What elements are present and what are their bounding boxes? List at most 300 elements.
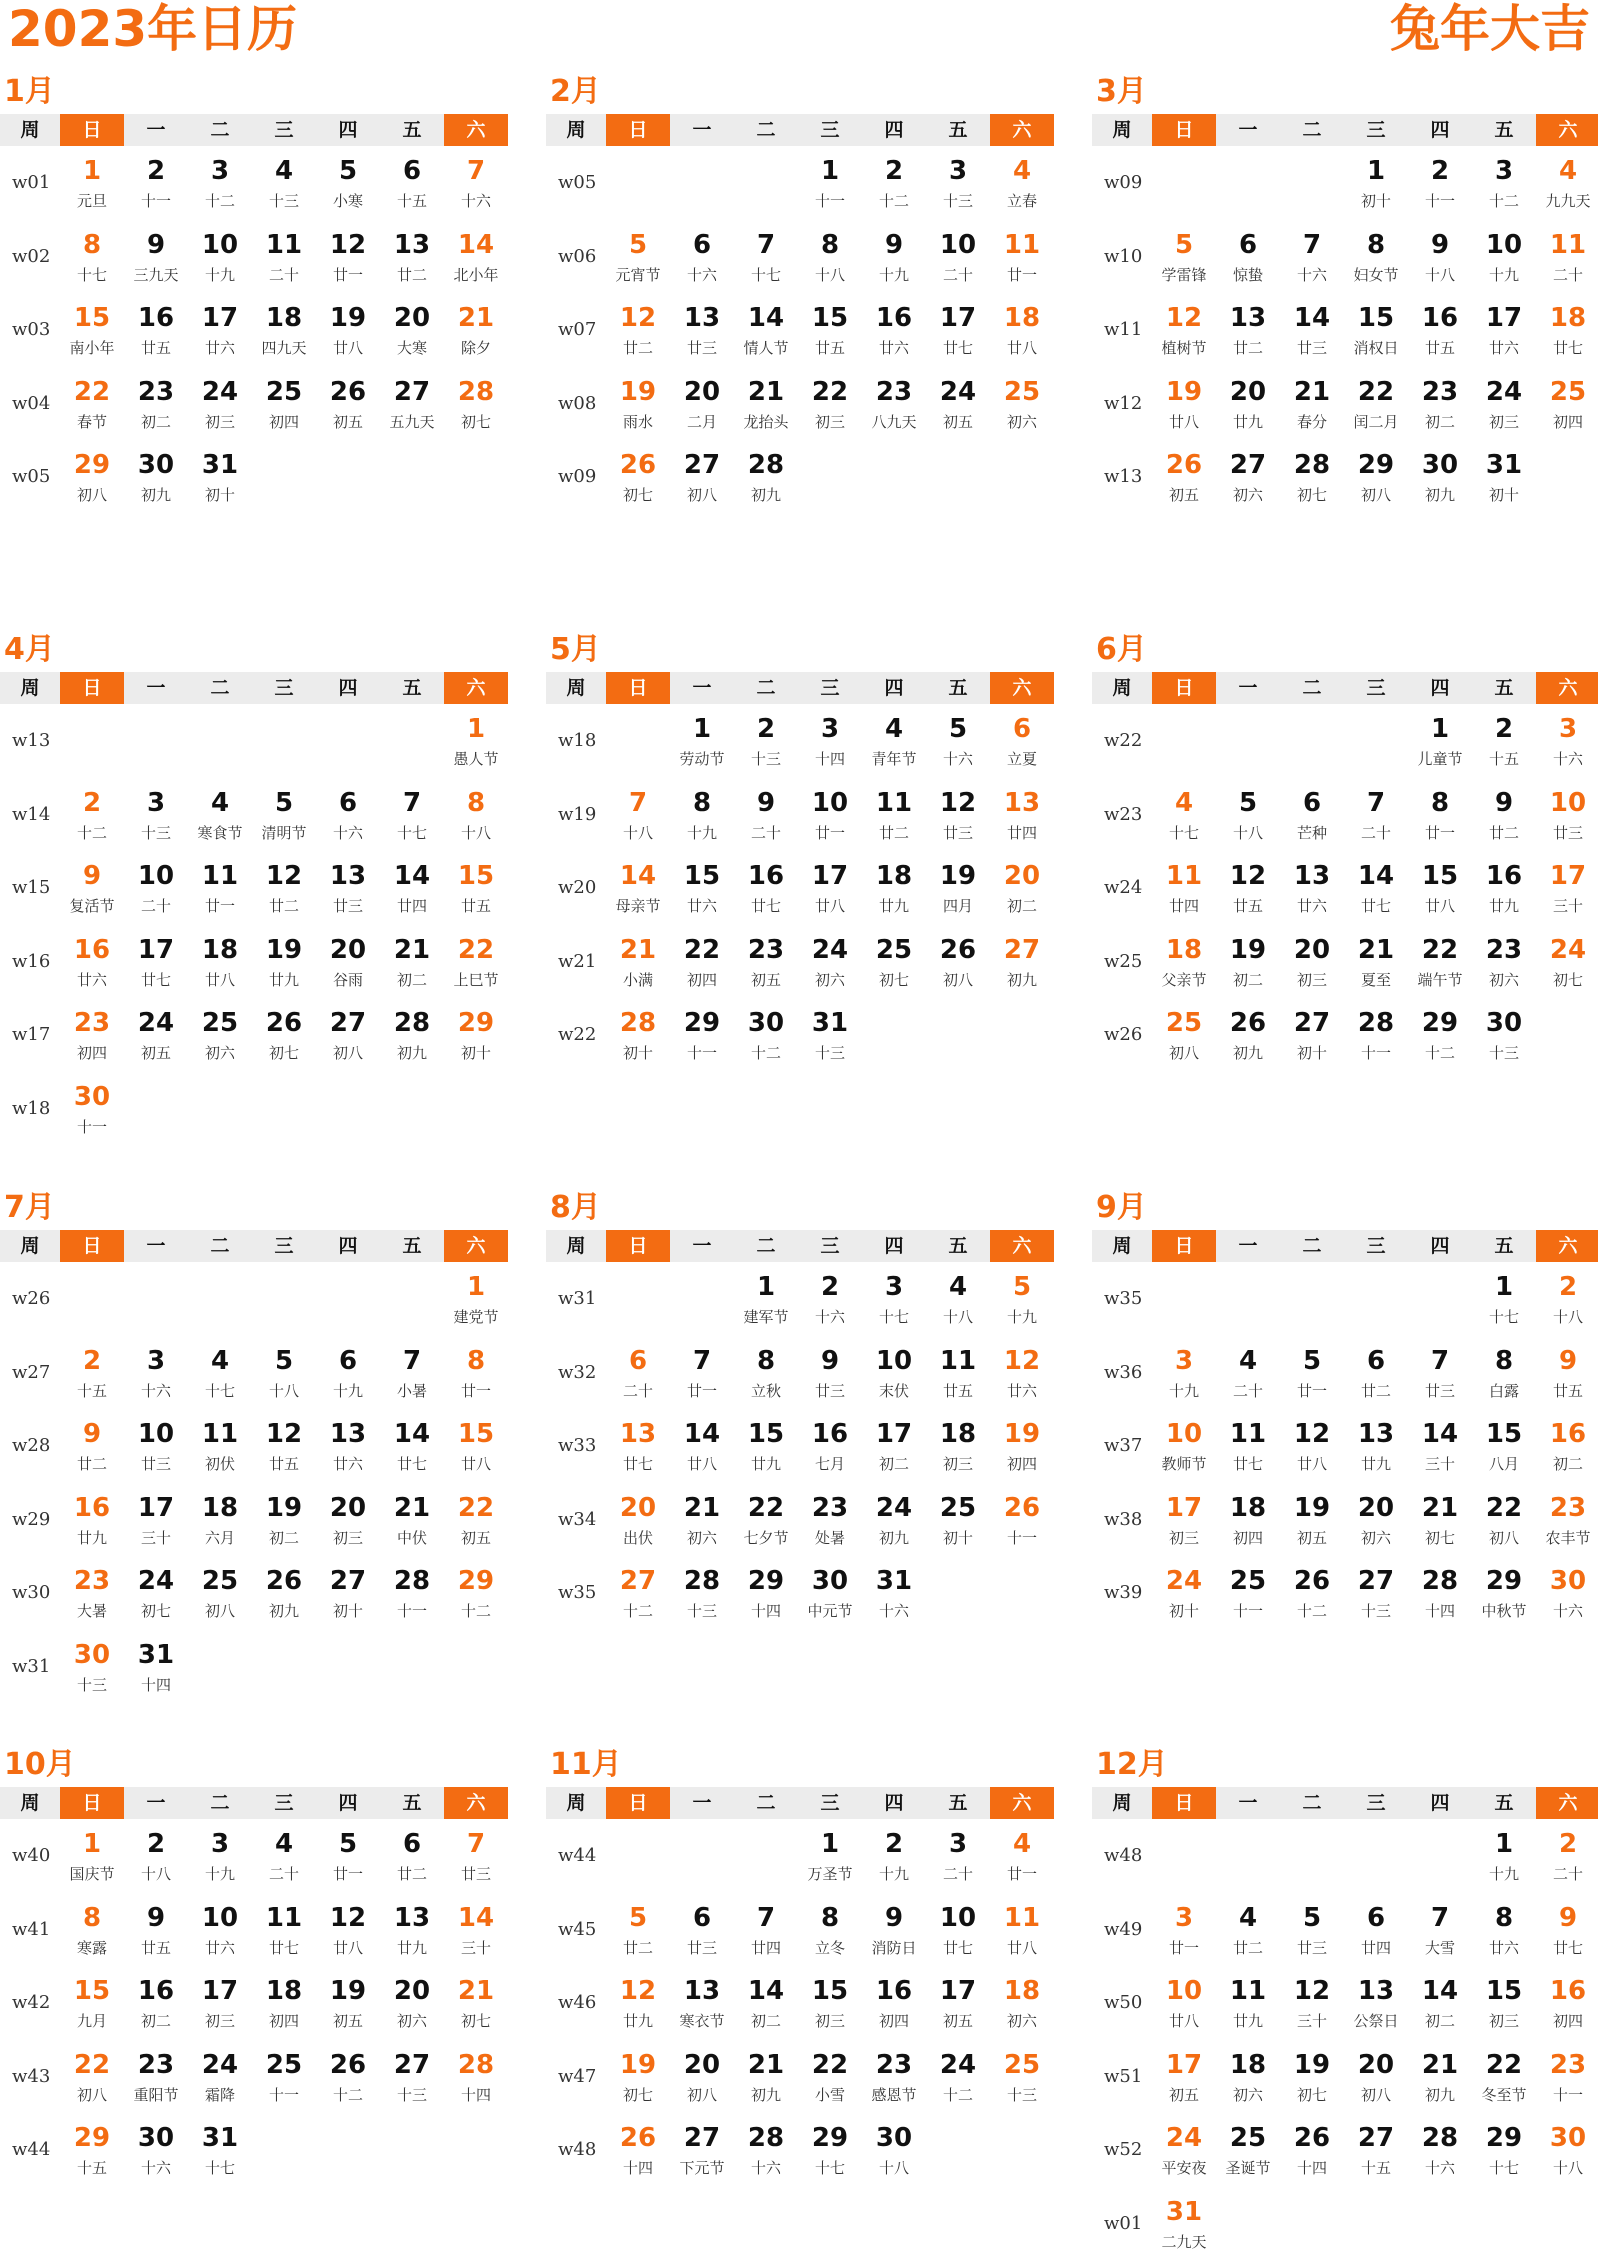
lunar-date: 十二 <box>606 1600 670 1622</box>
day-number: 22 <box>670 935 734 965</box>
weekday-header-cell: 三 <box>252 672 316 704</box>
day-cell <box>124 1966 188 2040</box>
lunar-date: 十二 <box>862 190 926 212</box>
day-number: 22 <box>1472 1493 1536 1523</box>
day-cell <box>734 1336 798 1410</box>
day-number: 10 <box>862 1346 926 1376</box>
lunar-date: 元旦 <box>60 190 124 212</box>
day-number: 25 <box>926 1493 990 1523</box>
week-number: w32 <box>546 1336 606 1410</box>
weekday-header-cell: 六 <box>1536 114 1598 146</box>
day-number: 19 <box>316 1976 380 2006</box>
day-number: 3 <box>188 156 252 186</box>
weekday-header-cell: 三 <box>1344 1230 1408 1262</box>
day-cell <box>1216 2113 1280 2187</box>
lunar-date: 十一 <box>1536 2084 1598 2106</box>
day-cell <box>60 998 124 1072</box>
day-number: 14 <box>734 303 798 333</box>
lunar-date: 立春 <box>990 190 1054 212</box>
day-number: 16 <box>1536 1419 1598 1449</box>
lunar-date: 十三 <box>1344 1600 1408 1622</box>
day-cell <box>1472 1966 1536 2040</box>
day-cell <box>1536 704 1598 778</box>
day-number: 4 <box>926 1272 990 1302</box>
day-cell <box>188 2040 252 2114</box>
lunar-date: 六月 <box>188 1527 252 1549</box>
weekday-header-cell: 一 <box>1216 1230 1280 1262</box>
lunar-date: 廿六 <box>862 337 926 359</box>
day-number: 26 <box>990 1493 1054 1523</box>
day-number: 19 <box>926 861 990 891</box>
day-cell <box>316 2040 380 2114</box>
day-cell <box>124 778 188 852</box>
week-row <box>546 851 1058 925</box>
day-number: 2 <box>124 1829 188 1859</box>
lunar-date: 十一 <box>1344 1042 1408 1064</box>
week-number: w28 <box>0 1409 60 1483</box>
day-cell <box>124 925 188 999</box>
day-cell <box>316 778 380 852</box>
week-column-header: 周 <box>546 1787 606 1819</box>
weekday-header-cell: 四 <box>1408 672 1472 704</box>
week-number: w52 <box>1092 2113 1152 2187</box>
lunar-date: 建军节 <box>734 1306 798 1328</box>
lunar-date: 三十 <box>1536 895 1598 917</box>
lunar-date: 春分 <box>1280 411 1344 433</box>
lunar-date: 初二 <box>862 1453 926 1475</box>
day-cell <box>1408 704 1472 778</box>
lunar-date: 廿七 <box>926 337 990 359</box>
lunar-date: 廿五 <box>1216 895 1280 917</box>
empty-day-cell <box>1536 2187 1598 2260</box>
lunar-date: 初三 <box>1280 969 1344 991</box>
lunar-date: 初七 <box>1280 2084 1344 2106</box>
week-row <box>0 1893 512 1967</box>
day-cell <box>1152 1966 1216 2040</box>
day-number: 18 <box>990 303 1054 333</box>
day-cell <box>1280 1966 1344 2040</box>
day-cell <box>862 1409 926 1483</box>
day-cell <box>606 1966 670 2040</box>
day-cell <box>188 925 252 999</box>
lunar-date: 初五 <box>1152 484 1216 506</box>
week-number: w34 <box>546 1483 606 1557</box>
lunar-date: 农丰节 <box>1536 1527 1598 1549</box>
day-number: 19 <box>606 377 670 407</box>
day-number: 9 <box>124 230 188 260</box>
day-number: 28 <box>734 450 798 480</box>
day-number: 15 <box>1472 1976 1536 2006</box>
day-cell <box>1344 1556 1408 1630</box>
day-number: 29 <box>1472 1566 1536 1596</box>
day-number: 16 <box>60 935 124 965</box>
lunar-date: 十二 <box>1408 1042 1472 1064</box>
weekday-header-cell: 二 <box>734 114 798 146</box>
lunar-date: 青年节 <box>862 748 926 770</box>
week-number: w01 <box>1092 2187 1152 2260</box>
day-cell <box>316 1966 380 2040</box>
day-number: 19 <box>1152 377 1216 407</box>
weekday-header-cell: 三 <box>798 114 862 146</box>
day-number: 19 <box>1280 2050 1344 2080</box>
lunar-date: 廿一 <box>1280 1380 1344 1402</box>
day-number: 22 <box>1408 935 1472 965</box>
day-number: 8 <box>1472 1346 1536 1376</box>
lunar-date: 十六 <box>124 2157 188 2179</box>
day-number: 30 <box>734 1008 798 1038</box>
day-cell <box>990 778 1054 852</box>
weekday-header-cell: 日 <box>60 672 124 704</box>
day-number: 23 <box>60 1008 124 1038</box>
lunar-date: 九月 <box>60 2010 124 2032</box>
day-cell <box>316 1409 380 1483</box>
day-number: 31 <box>188 2123 252 2153</box>
lunar-date: 十六 <box>1280 264 1344 286</box>
day-number: 28 <box>670 1566 734 1596</box>
day-number: 13 <box>670 303 734 333</box>
lunar-date: 冬至节 <box>1472 2084 1536 2106</box>
week-row <box>0 925 512 999</box>
day-number: 17 <box>798 861 862 891</box>
lunar-date: 廿二 <box>252 895 316 917</box>
day-cell <box>1152 2040 1216 2114</box>
day-cell <box>380 1819 444 1893</box>
day-number: 10 <box>926 230 990 260</box>
day-cell <box>316 851 380 925</box>
empty-day-cell <box>252 440 316 514</box>
day-cell <box>316 1556 380 1630</box>
week-row <box>546 1483 1058 1557</box>
day-number: 5 <box>606 230 670 260</box>
lunar-date: 廿九 <box>1472 895 1536 917</box>
weekday-header-cell: 五 <box>1472 114 1536 146</box>
day-number: 6 <box>606 1346 670 1376</box>
week-number: w38 <box>1092 1483 1152 1557</box>
lunar-date: 九九天 <box>1536 190 1598 212</box>
day-number: 23 <box>734 935 798 965</box>
day-number: 29 <box>60 2123 124 2153</box>
day-cell <box>1216 440 1280 514</box>
day-number: 6 <box>316 1346 380 1376</box>
day-number: 19 <box>606 2050 670 2080</box>
lunar-date: 廿六 <box>1280 895 1344 917</box>
day-number: 12 <box>606 303 670 333</box>
day-cell <box>1536 925 1598 999</box>
day-cell <box>1472 1556 1536 1630</box>
day-cell <box>670 367 734 441</box>
lunar-date: 十三 <box>1472 1042 1536 1064</box>
weekday-header-cell: 六 <box>444 672 508 704</box>
lunar-date: 三十 <box>1280 2010 1344 2032</box>
lunar-date: 廿八 <box>1152 411 1216 433</box>
day-number: 4 <box>188 1346 252 1376</box>
day-cell <box>606 1556 670 1630</box>
weekday-header-cell: 三 <box>252 1787 316 1819</box>
day-cell <box>1472 220 1536 294</box>
weekday-header-cell: 六 <box>444 1230 508 1262</box>
day-cell <box>606 367 670 441</box>
week-number: w11 <box>1092 293 1152 367</box>
day-cell <box>1344 146 1408 220</box>
day-number: 8 <box>444 788 508 818</box>
lunar-date: 廿九 <box>380 1937 444 1959</box>
week-number: w33 <box>546 1409 606 1483</box>
weekday-header-cell: 一 <box>1216 1787 1280 1819</box>
lunar-date: 万圣节 <box>798 1863 862 1885</box>
lunar-date: 十三 <box>252 190 316 212</box>
lunar-date: 初六 <box>798 969 862 991</box>
day-cell <box>862 1483 926 1557</box>
day-cell <box>734 1483 798 1557</box>
day-cell <box>1408 778 1472 852</box>
day-number: 21 <box>1408 2050 1472 2080</box>
day-number: 27 <box>990 935 1054 965</box>
weekday-header-cell: 日 <box>60 1787 124 1819</box>
lunar-date: 十九 <box>1472 264 1536 286</box>
month-block <box>546 72 1058 514</box>
empty-day-cell <box>188 1072 252 1146</box>
empty-day-cell <box>252 1262 316 1336</box>
day-number: 1 <box>670 714 734 744</box>
day-cell <box>316 925 380 999</box>
day-cell <box>606 2040 670 2114</box>
lunar-date: 重阳节 <box>124 2084 188 2106</box>
lunar-date: 廿六 <box>60 969 124 991</box>
day-number: 13 <box>606 1419 670 1449</box>
day-cell <box>606 1893 670 1967</box>
empty-day-cell <box>1216 1819 1280 1893</box>
lunar-date: 十四 <box>798 748 862 770</box>
empty-day-cell <box>380 1630 444 1704</box>
week-row <box>546 2040 1058 2114</box>
day-number: 20 <box>606 1493 670 1523</box>
day-number: 12 <box>252 861 316 891</box>
day-number: 18 <box>926 1419 990 1449</box>
week-column-header: 周 <box>0 672 60 704</box>
day-cell <box>862 2040 926 2114</box>
day-cell <box>1216 998 1280 1072</box>
lunar-date: 北小年 <box>444 264 508 286</box>
empty-day-cell <box>1344 1262 1408 1336</box>
lunar-date: 十二 <box>926 2084 990 2106</box>
weekday-header-cell: 二 <box>188 672 252 704</box>
day-number: 4 <box>252 1829 316 1859</box>
empty-day-cell <box>926 2113 990 2187</box>
week-column-header: 周 <box>546 1230 606 1262</box>
lunar-date: 初五 <box>1280 1527 1344 1549</box>
day-number: 20 <box>1216 377 1280 407</box>
day-cell <box>798 778 862 852</box>
day-cell <box>1344 1409 1408 1483</box>
day-cell <box>1152 293 1216 367</box>
day-number: 22 <box>734 1493 798 1523</box>
month-title: 10月 <box>0 1745 512 1785</box>
weekday-header-cell: 六 <box>1536 1230 1598 1262</box>
day-cell <box>444 1483 508 1557</box>
weekday-header-cell: 六 <box>990 1787 1054 1819</box>
lunar-date: 十四 <box>1280 2157 1344 2179</box>
day-number: 17 <box>124 935 188 965</box>
day-cell <box>1152 925 1216 999</box>
day-number: 3 <box>926 156 990 186</box>
lunar-date: 十七 <box>1472 1306 1536 1328</box>
day-cell <box>670 1409 734 1483</box>
day-number: 7 <box>1280 230 1344 260</box>
empty-day-cell <box>188 1630 252 1704</box>
weekday-header-cell: 一 <box>670 1230 734 1262</box>
lunar-date: 初四 <box>1536 2010 1598 2032</box>
day-cell <box>124 1409 188 1483</box>
day-number: 28 <box>444 2050 508 2080</box>
day-number: 10 <box>1472 230 1536 260</box>
lunar-date: 十三 <box>60 1674 124 1696</box>
empty-day-cell <box>926 998 990 1072</box>
day-number: 9 <box>60 1419 124 1449</box>
weekday-header <box>1092 672 1598 704</box>
day-number: 11 <box>990 230 1054 260</box>
week-row <box>0 1556 512 1630</box>
day-number: 21 <box>380 935 444 965</box>
day-number: 19 <box>1216 935 1280 965</box>
day-cell <box>1152 998 1216 1072</box>
day-cell <box>1408 851 1472 925</box>
day-number: 18 <box>1216 2050 1280 2080</box>
day-number: 6 <box>670 1903 734 1933</box>
week-row <box>1092 1262 1598 1336</box>
lunar-date: 初十 <box>926 1527 990 1549</box>
week-row <box>0 367 512 441</box>
day-number: 23 <box>1536 2050 1598 2080</box>
day-number: 31 <box>188 450 252 480</box>
day-cell <box>990 1262 1054 1336</box>
empty-day-cell <box>124 1262 188 1336</box>
day-cell <box>862 146 926 220</box>
day-number: 27 <box>1344 1566 1408 1596</box>
lunar-date: 十六 <box>926 748 990 770</box>
weekday-header-cell: 四 <box>862 672 926 704</box>
day-number: 19 <box>252 1493 316 1523</box>
lunar-date: 廿一 <box>990 264 1054 286</box>
day-cell <box>60 367 124 441</box>
day-number: 13 <box>316 861 380 891</box>
lunar-date: 十八 <box>606 822 670 844</box>
day-cell <box>252 925 316 999</box>
lunar-date: 十六 <box>862 1600 926 1622</box>
weekday-header-cell: 二 <box>188 1230 252 1262</box>
day-number: 25 <box>188 1008 252 1038</box>
day-number: 25 <box>1216 1566 1280 1596</box>
month-title: 7月 <box>0 1188 512 1228</box>
weekday-header-cell: 四 <box>862 1787 926 1819</box>
day-cell <box>124 851 188 925</box>
day-cell <box>670 1336 734 1410</box>
month-block <box>0 72 512 514</box>
weekday-header-cell: 四 <box>1408 1787 1472 1819</box>
day-number: 16 <box>862 303 926 333</box>
day-number: 3 <box>124 788 188 818</box>
day-cell <box>990 704 1054 778</box>
weekday-header-cell: 三 <box>1344 1787 1408 1819</box>
day-cell <box>1344 2040 1408 2114</box>
day-cell <box>798 1483 862 1557</box>
lunar-date: 廿五 <box>1408 337 1472 359</box>
day-cell <box>1408 998 1472 1072</box>
day-number: 9 <box>60 861 124 891</box>
lunar-date: 雨水 <box>606 411 670 433</box>
lunar-date: 初十 <box>316 1600 380 1622</box>
day-cell <box>1344 1483 1408 1557</box>
lunar-date: 十七 <box>380 822 444 844</box>
day-cell <box>444 851 508 925</box>
week-row <box>546 1893 1058 1967</box>
lunar-date: 廿八 <box>316 1937 380 1959</box>
lunar-date: 廿二 <box>60 1453 124 1475</box>
day-cell <box>926 704 990 778</box>
day-number: 7 <box>670 1346 734 1376</box>
day-cell <box>734 1262 798 1336</box>
day-number: 5 <box>1152 230 1216 260</box>
empty-day-cell <box>862 440 926 514</box>
weekday-header-cell: 日 <box>1152 672 1216 704</box>
lunar-date: 大寒 <box>380 337 444 359</box>
lunar-date: 廿九 <box>252 969 316 991</box>
lunar-date: 十九 <box>188 1863 252 1885</box>
lunar-date: 初六 <box>990 411 1054 433</box>
lunar-date: 初三 <box>1472 411 1536 433</box>
day-cell <box>862 293 926 367</box>
weekday-header <box>0 114 512 146</box>
day-cell <box>380 1556 444 1630</box>
week-row <box>0 1630 512 1704</box>
lunar-date: 立冬 <box>798 1937 862 1959</box>
lunar-date: 廿九 <box>1216 411 1280 433</box>
weekday-header-cell: 日 <box>606 672 670 704</box>
day-cell <box>124 367 188 441</box>
day-cell <box>252 1336 316 1410</box>
day-number: 5 <box>1280 1346 1344 1376</box>
day-number: 11 <box>1216 1419 1280 1449</box>
week-row <box>1092 1409 1598 1483</box>
day-number: 16 <box>124 303 188 333</box>
lunar-date: 廿七 <box>734 895 798 917</box>
day-number: 7 <box>734 230 798 260</box>
week-row <box>546 1262 1058 1336</box>
day-number: 28 <box>734 2123 798 2153</box>
day-number: 1 <box>444 714 508 744</box>
lunar-date: 初七 <box>1536 969 1598 991</box>
lunar-date: 初十 <box>1280 1042 1344 1064</box>
day-cell <box>798 2113 862 2187</box>
week-row <box>0 998 512 1072</box>
lunar-date: 初三 <box>1472 2010 1536 2032</box>
day-cell <box>124 293 188 367</box>
day-number: 6 <box>1216 230 1280 260</box>
day-number: 20 <box>990 861 1054 891</box>
week-row <box>1092 778 1598 852</box>
lunar-date: 圣诞节 <box>1216 2157 1280 2179</box>
lunar-date: 公祭日 <box>1344 2010 1408 2032</box>
day-number: 15 <box>798 303 862 333</box>
lunar-date: 廿二 <box>862 822 926 844</box>
day-cell <box>60 440 124 514</box>
month-block <box>1092 630 1598 1072</box>
day-number: 14 <box>1408 1419 1472 1449</box>
lunar-date: 十五 <box>60 1380 124 1402</box>
week-number: w31 <box>0 1630 60 1704</box>
empty-day-cell <box>1152 1819 1216 1893</box>
lunar-date: 初三 <box>188 411 252 433</box>
day-number: 25 <box>990 377 1054 407</box>
